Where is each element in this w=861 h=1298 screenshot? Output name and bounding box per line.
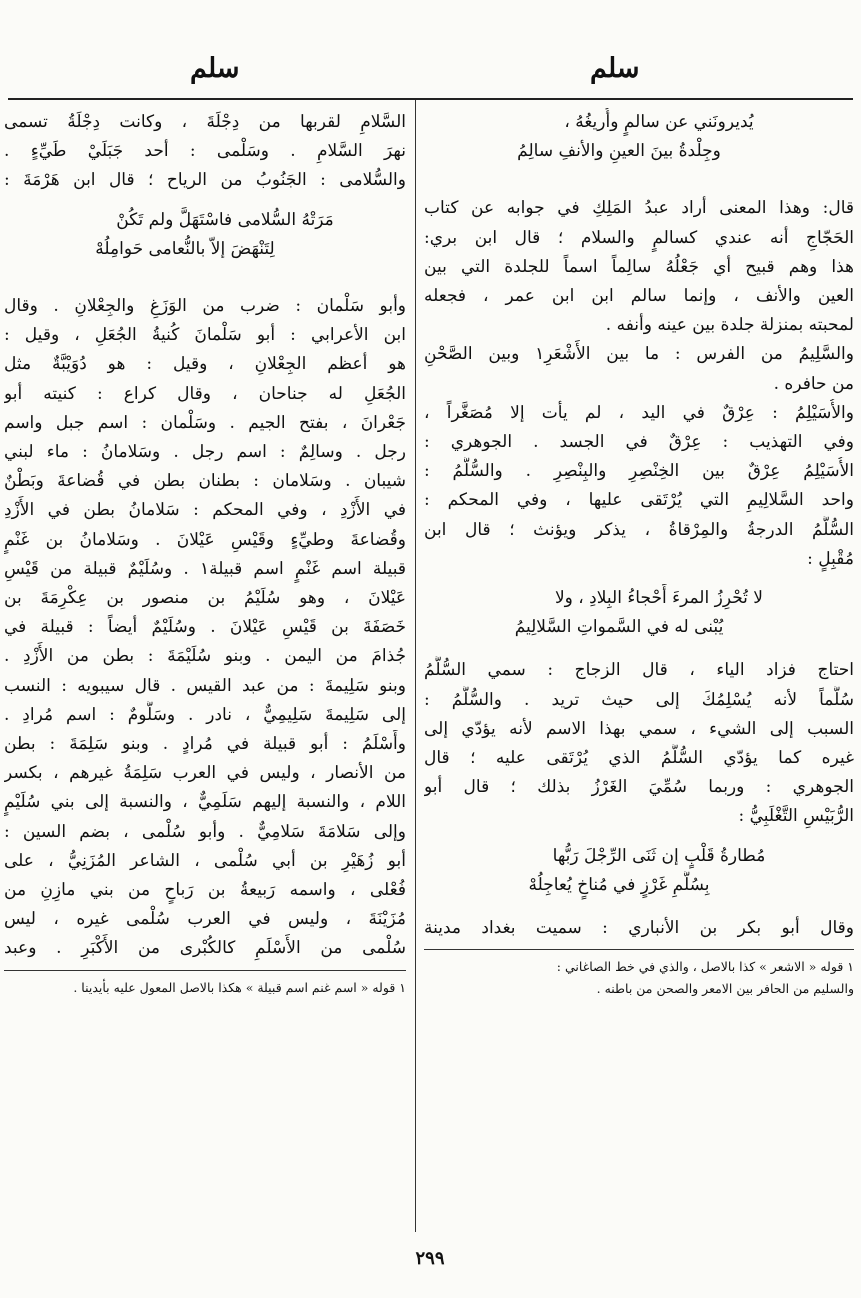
verse-line: وجِلْدةُ بينَ العينِ والأنفِ سالِمُ — [517, 141, 721, 162]
footnote — [424, 956, 854, 1000]
text-line: لمحبته بمنزلة جلدة بين عينه وأنفه . — [605, 315, 854, 336]
footnote-line: والسليم من الحافر بين الامعر والصحن من باطنه . — [596, 981, 854, 997]
text-line: وإلى سَلامَةَ سَلامِيٌّ . وأبو سُلْمى ، بضم السين : — [4, 821, 406, 842]
text-line: فُعْلى ، واسمه رَبيعةُ بن رَباحٍ من بني مازِنِ من — [4, 880, 406, 901]
text-line: في الأَزْدِ ، وفي المحكم : سَلامانُ بطن في الأَزْدِ — [4, 500, 406, 521]
text-line: مُقْبِلٍ : — [807, 548, 854, 569]
verse-block-mid — [424, 584, 854, 642]
text-line: قبيلة اسم غَنْمٍ اسم قبيلة١ . وسُلَيْمٌ قبيلة من قَيْسِ — [4, 558, 406, 579]
text-line: هذا وهم قبيح أي جَعْلُهُ سالِماً اسماً للجلدة التي بين — [424, 256, 854, 277]
text-line: اللام ، والنسبة إليهم سَلَمِيٌّ ، والنسبة إلى بني سُلَيْمٍ — [4, 792, 406, 813]
column-separator — [415, 100, 416, 1232]
text-line: شيبان . وسَلامان : بطنان بطن في قُضاعةَ وبَطْنٌ — [4, 471, 406, 492]
verse-line: يُديرونَني عن سالمٍ وأُريغُهُ ، — [564, 112, 754, 132]
verse-block — [4, 206, 406, 264]
footnote-line: ١ قوله « الاشعر » كذا بالاصل ، والذي في خط الصاغاني : — [556, 959, 854, 975]
footnote-rule — [424, 949, 854, 950]
page-number: ٢٩٩ — [415, 1248, 445, 1269]
verse-line: لِتَنْهَضَ إلاّ بالنُّعامى حَوامِلُهْ — [95, 238, 275, 259]
text-line: غيره كما يؤدّي السُّلَّمُ الذي يُرْتَقى عليه ؛ قال — [424, 748, 854, 769]
text-line: جَعْرانَ ، بفتح الجيم . وسَلْمان : اسم جبل واسم — [4, 412, 406, 433]
verse-line: لا تُحْرِزُ المرءَ أَحْجاءُ البِلادِ ، ولا — [554, 588, 764, 609]
text-line: والسُّلامى : الجَنُوبُ من الرياح ؛ قال ابن هَرْمَةَ : — [4, 170, 406, 191]
paragraph — [424, 914, 854, 943]
header-rule — [8, 98, 853, 100]
text-line: وقُضاعةَ وطيِّءٍ وقَيْسِ عَيْلانَ . وسَلامانُ بن غَنْمٍ — [4, 529, 406, 550]
text-line: الجوهري : وربما سُمِّيَ الغَرْزُ بذلك ؛ قال أبو — [424, 777, 854, 798]
text-line: الأُسَيْلِمُ عِرْقٌ بين الخِنْصِرِ والبِنْصِرِ . والسُّلَّمُ : — [424, 461, 854, 482]
text-line: والسَّلِيمُ من الفرس : ما بين الأَشْعَرِ١ وبين الصَّحْنِ — [424, 344, 854, 365]
text-line: واحد السَّلالِيمِ التي يُرْتَقى عليها ، وفي المحكم : — [424, 490, 854, 511]
footnote — [4, 977, 406, 999]
paragraph — [4, 292, 406, 964]
text-line: وأَسْلَمُ : أبو قبيلة في مُرادٍ . وبنو سَلِمَةَ : بطن — [4, 734, 406, 755]
text-line: الرُّبَيْسِ التَّغْلَبِيُّ : — [738, 806, 854, 827]
text-line: جُذامَ من اليمن . وبنو سُلَيْمَةَ : بطن من الأَزْدِ . — [4, 646, 406, 667]
text-line: وفي التهذيب : عِرْقٌ في الجسد . الجوهري : — [424, 432, 854, 453]
text-line: سُلَّماً لأنه يُسْلِمُكَ إلى حيث تريد . والسُّلَّمُ : — [424, 689, 854, 710]
text-line: والأُسَيْلِمُ : عِرْقٌ في اليد ، لم يأت إلا مُصَغَّراً ، — [424, 402, 854, 423]
paragraph — [424, 656, 854, 831]
text-line: إلى سَلِيمةَ سَلِيمِيٌّ ، نادر . وسَلُّومٌ : اسم مُرادِ . — [4, 704, 406, 725]
right-column — [424, 108, 854, 1000]
left-column — [4, 108, 406, 999]
text-line: وبنو سَلِيمةَ : من عبد القيس . قال سيبويه : النسب — [4, 675, 406, 696]
text-line: السُّلَّمُ الدرجةُ والمِرْقاةُ ، يذكر ويؤنث ؛ قال ابن — [424, 519, 854, 540]
text-line: هو أعظم الجِعْلانِ ، وقيل : هو دُوَيْبَّةٌ مثل — [4, 354, 406, 375]
verse-line: مَرَتْهُ السُّلامى فاسْتَهَلَّ ولم تَكُنْ — [116, 209, 334, 230]
text-line: من حافره . — [773, 373, 854, 394]
footnote-rule — [4, 970, 406, 971]
verse-line: يُبْنى له في السَّمواتِ السَّلالِيمُ — [514, 617, 724, 638]
verse-block-bottom — [424, 842, 854, 900]
text-line: السبب إلى الشيء ، سمي بهذا الاسم لأنه يؤدّي إلى — [424, 718, 854, 739]
text-line: خَصَفَةَ بن قَيْسِ عَيْلانَ . وسُلَيْمٌ أيضاً : قبيلة في — [4, 617, 406, 638]
text-line: سُلْمى من الأَسْلَمِ كالكُبْرى من الأَكْبَرِ . وعبد — [4, 938, 406, 959]
text-line: السَّلامِ لقربها من دِجْلَةَ ، وكانت دِجْلَةُ تسمى — [4, 112, 406, 132]
text-line: احتاج فزاد الياء ، قال الزجاج : سمي السُّلَّمُ — [424, 660, 854, 681]
text-line: من الأنصار ، وليس في العرب سَلِمَةُ غيرهم ، بكسر — [4, 763, 406, 784]
verse-line: مُطارةُ قَلْبٍ إن ثَنَى الرِّجْلَ رَبُّها — [552, 845, 766, 866]
text-line: وقال أبو بكر بن الأنباري : سميت بغداد مدينة — [424, 918, 854, 939]
running-header-right: سلم — [590, 53, 640, 84]
text-line: الحَجّاجِ أنه عندي كسالمٍ والسلام ؛ قال ابن بري: — [424, 227, 854, 248]
text-line: قال: وهذا المعنى أراد عبدُ المَلِكِ في جوابه عن كتاب — [424, 198, 854, 219]
verse-block-top — [424, 108, 854, 166]
text-line: ابن الأعرابي : أبو سَلْمانَ كُنيةُ الجُعَلِ ، وقيل : — [4, 325, 406, 346]
text-line: مُزَيْنَةَ ، وليس في العرب سُلْمى غيره ، ليس — [4, 909, 406, 930]
text-line: رجل . وسالِمٌ : اسم رجل . وسَلامانُ : ماء لبني — [4, 442, 406, 463]
text-line: نهرَ السَّلامِ . وسَلْمى : أحد جَبَلَيْ طَيِّءٍ . — [4, 141, 406, 162]
text-line: عَيْلانَ ، وهو سُلَيْمُ بن منصور بن عِكْرِمَةَ بن — [4, 588, 406, 609]
running-header-left: سلم — [190, 53, 240, 84]
text-line: وأبو سَلْمان : ضرب من الوَزَغِ والجِعْلانِ . وقال — [4, 296, 406, 317]
text-line: العين والأنف ، وإنما سالم ابن ابن عمر ، فجعله — [424, 286, 854, 307]
text-line: الجُعَلِ له جناحان ، وقال كراع : كنيته أبو — [4, 383, 406, 404]
footnote-line: ١ قوله « اسم غنم اسم قبيلة » هكذا بالاصل المعول عليه بأيدينا . — [73, 979, 406, 995]
text-line: أبو زُهَيْرِ بن أبي سُلْمى ، الشاعر المُزَنِيُّ ، على — [4, 850, 406, 871]
paragraph — [4, 108, 406, 196]
verse-line: بِسُلَّمِ غَرْزٍ في مُناخٍ يُعاجِلُهْ — [528, 874, 710, 895]
paragraph — [424, 194, 854, 574]
